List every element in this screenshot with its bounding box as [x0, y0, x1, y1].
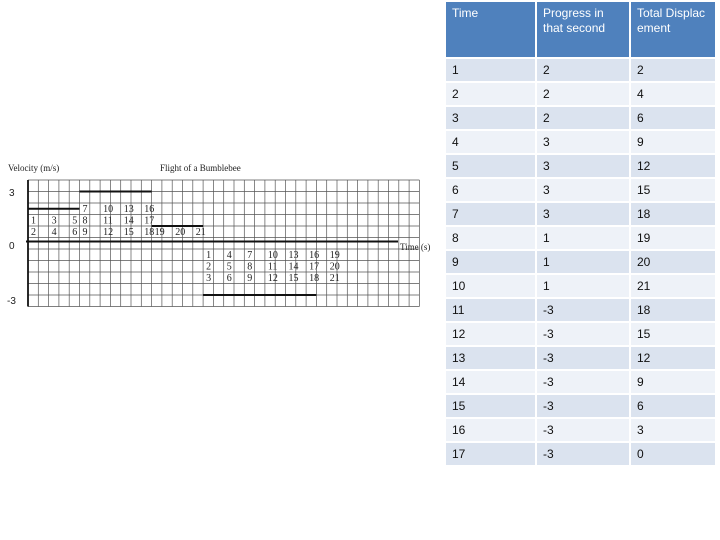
cell-time: 2	[446, 83, 535, 105]
grid-number: 19	[154, 227, 165, 238]
grid-number: 11	[267, 261, 278, 273]
cell-total-displacement: 18	[631, 203, 715, 225]
grid-number: 4	[51, 227, 57, 238]
graph-ylabel: Velocity (m/s)	[8, 163, 60, 173]
cell-time: 17	[446, 443, 535, 465]
cell-time: 3	[446, 107, 535, 129]
grid-number: 3	[51, 215, 57, 227]
table-row	[446, 227, 715, 249]
ytick-mid: 0	[9, 241, 15, 252]
grid-number: 19	[329, 250, 340, 261]
cell-time: 11	[446, 299, 535, 321]
cell-time: 13	[446, 347, 535, 369]
cell-time: 7	[446, 203, 535, 225]
cell-total-displacement: 12	[631, 155, 715, 177]
grid-number: 11	[103, 215, 113, 227]
cell-progress: -3	[537, 371, 629, 393]
grid-number: 3	[206, 273, 212, 284]
cell-progress: 3	[537, 155, 629, 177]
cell-progress: 2	[537, 107, 629, 129]
table-header-row	[446, 2, 715, 57]
cell-total-displacement: 6	[631, 107, 715, 129]
cell-progress: -3	[537, 323, 629, 345]
grid-number: 8	[247, 261, 253, 273]
cell-progress: 3	[537, 203, 629, 225]
table-row	[446, 107, 715, 129]
table-row	[446, 299, 715, 321]
cell-total-displacement: 12	[631, 347, 715, 369]
grid-number: 18	[309, 273, 320, 284]
cell-total-displacement: 21	[631, 275, 715, 297]
grid-number: 20	[175, 227, 186, 238]
grid-number: 21	[329, 273, 340, 284]
grid-number: 14	[288, 261, 299, 273]
grid-number: 12	[267, 273, 278, 284]
table-row	[446, 371, 715, 393]
cell-total-displacement: 4	[631, 83, 715, 105]
cell-progress: -3	[537, 347, 629, 369]
cell-total-displacement: 18	[631, 299, 715, 321]
graph-grid	[26, 180, 419, 307]
cell-total-displacement: 19	[631, 227, 715, 249]
header-total-displacement: Total Displacement	[631, 2, 715, 57]
cell-progress: 3	[537, 131, 629, 153]
cell-total-displacement: 9	[631, 371, 715, 393]
header-time: Time	[446, 2, 535, 57]
table-row	[446, 251, 715, 273]
grid-number: 7	[82, 204, 88, 215]
grid-number: 8	[82, 215, 88, 227]
cell-progress: -3	[537, 395, 629, 417]
cell-time: 1	[446, 59, 535, 81]
cell-time: 5	[446, 155, 535, 177]
grid-number: 20	[329, 261, 340, 273]
grid-number: 17	[309, 261, 320, 273]
grid-number: 2	[206, 261, 212, 273]
table-row	[446, 275, 715, 297]
grid-number: 4	[226, 250, 232, 261]
cell-total-displacement: 15	[631, 179, 715, 201]
ytick-bot: -3	[7, 296, 16, 307]
grid-number: 16	[309, 250, 320, 261]
table-row	[446, 203, 715, 225]
grid-number: 6	[72, 227, 78, 238]
cell-progress: 2	[537, 59, 629, 81]
graph-title: Flight of a Bumblebee	[160, 163, 241, 173]
cell-time: 9	[446, 251, 535, 273]
grid-number: 7	[247, 250, 253, 261]
grid-number: 9	[82, 227, 88, 238]
header-progress: Progress in that second	[537, 2, 629, 57]
ytick-top: 3	[9, 188, 15, 199]
cell-progress: -3	[537, 443, 629, 465]
table-body	[446, 59, 715, 465]
cell-time: 15	[446, 395, 535, 417]
grid-number: 10	[103, 204, 114, 215]
grid-number: 5	[72, 215, 78, 227]
cell-progress: 2	[537, 83, 629, 105]
grid-number: 9	[247, 273, 253, 284]
graph-canvas	[0, 150, 445, 325]
table-row	[446, 443, 715, 465]
cell-time: 8	[446, 227, 535, 249]
grid-number: 15	[288, 273, 299, 284]
cell-total-displacement: 9	[631, 131, 715, 153]
cell-total-displacement: 6	[631, 395, 715, 417]
grid-number: 2	[31, 227, 36, 238]
displacement-table	[444, 0, 717, 467]
grid-number: 16	[144, 204, 155, 215]
grid-number: 13	[288, 250, 299, 261]
grid-number: 13	[123, 204, 134, 215]
table-row	[446, 131, 715, 153]
table-row	[446, 155, 715, 177]
grid-number: 10	[267, 250, 278, 261]
velocity-time-graph	[0, 150, 445, 325]
grid-number: 17	[144, 215, 155, 227]
cell-time: 6	[446, 179, 535, 201]
table-row	[446, 179, 715, 201]
cell-total-displacement: 3	[631, 419, 715, 441]
cell-time: 10	[446, 275, 535, 297]
cell-progress: 1	[537, 251, 629, 273]
cell-time: 4	[446, 131, 535, 153]
grid-number: 18	[144, 227, 155, 238]
cell-time: 16	[446, 419, 535, 441]
cell-progress: 3	[537, 179, 629, 201]
grid-number: 6	[226, 273, 232, 284]
cell-total-displacement: 2	[631, 59, 715, 81]
cell-total-displacement: 0	[631, 443, 715, 465]
table-row	[446, 419, 715, 441]
table-row	[446, 347, 715, 369]
table-row	[446, 59, 715, 81]
cell-progress: 1	[537, 227, 629, 249]
grid-number: 15	[123, 227, 134, 238]
grid-number: 5	[226, 261, 232, 273]
table-row	[446, 83, 715, 105]
grid-number: 1	[206, 250, 212, 261]
cell-progress: -3	[537, 419, 629, 441]
cell-progress: 1	[537, 275, 629, 297]
graph-xlabel: Time (s)	[400, 242, 431, 252]
table-row	[446, 323, 715, 345]
table-row	[446, 395, 715, 417]
cell-progress: -3	[537, 299, 629, 321]
grid-number: 14	[123, 215, 134, 227]
cell-time: 12	[446, 323, 535, 345]
cell-total-displacement: 20	[631, 251, 715, 273]
cell-time: 14	[446, 371, 535, 393]
grid-number: 1	[31, 215, 36, 227]
grid-number: 21	[195, 227, 206, 238]
grid-number: 12	[103, 227, 114, 238]
cell-total-displacement: 15	[631, 323, 715, 345]
